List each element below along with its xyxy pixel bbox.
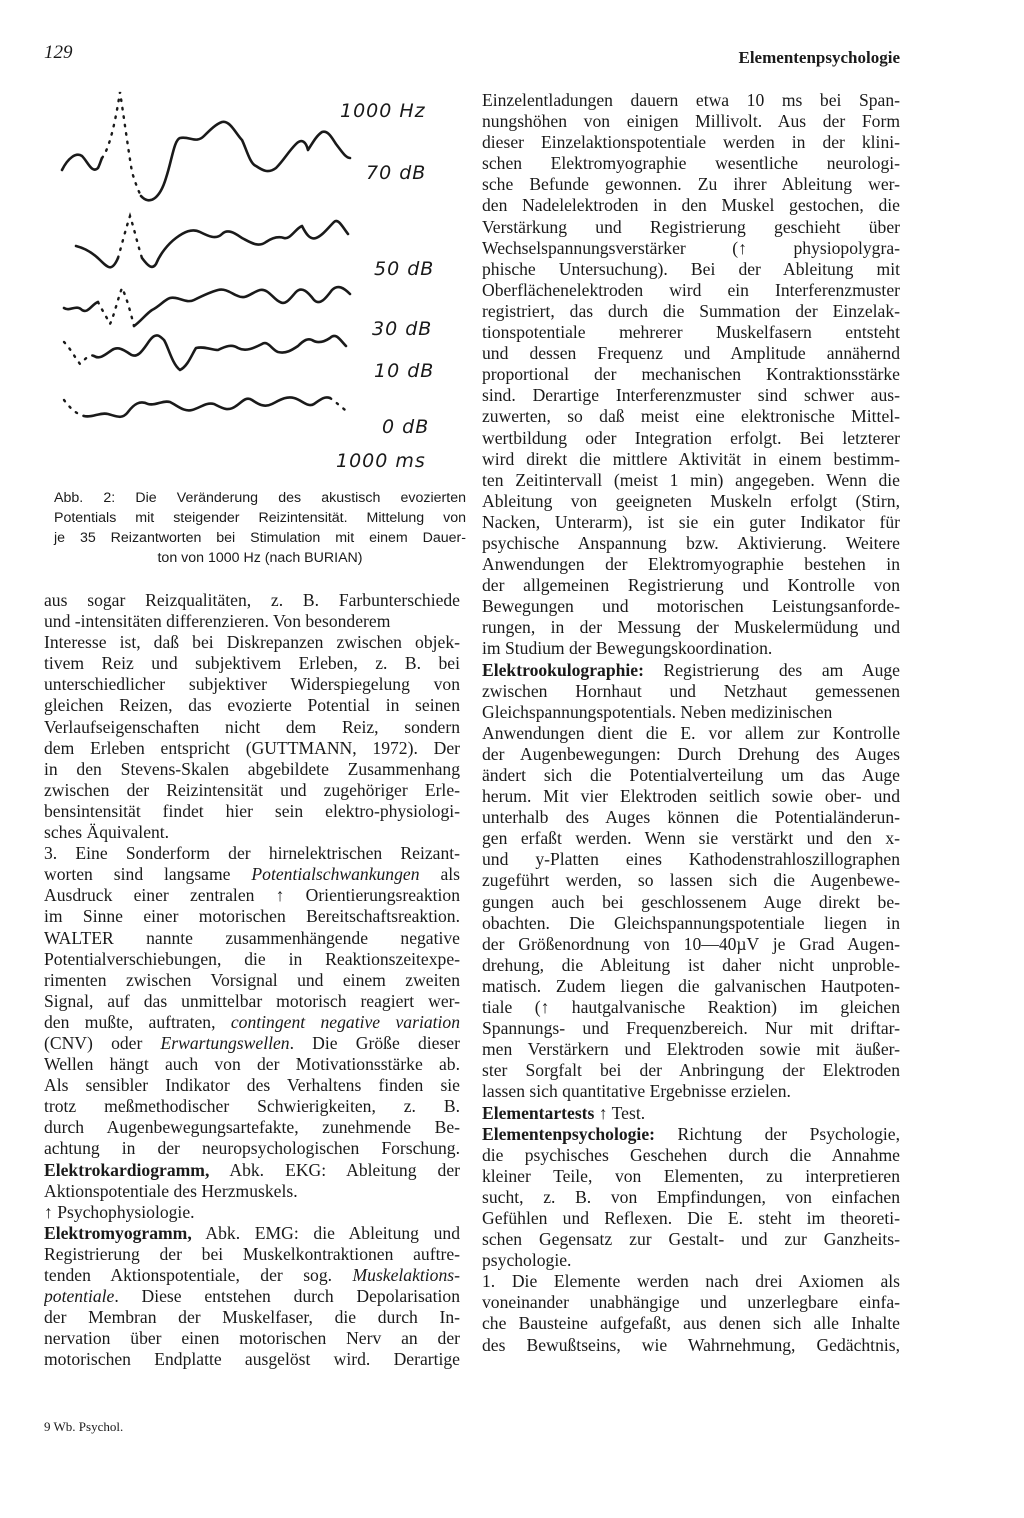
trace-70db-dotted	[102, 92, 141, 196]
label-0db: 0 dB	[382, 416, 430, 438]
text-segment: tenden Aktionspotentiale, der sog.	[44, 1265, 353, 1285]
text-segment: bensintensität findet hier sein elektro-physiologi-	[44, 800, 460, 821]
text-segment: Registrierung des am Auge	[643, 659, 900, 680]
text-segment: drehung, die Ableitung ist daher nicht unproble-	[482, 954, 900, 975]
text-line	[482, 1145, 900, 1166]
running-head: Elementenpsychologie	[738, 48, 900, 67]
text-line	[44, 1265, 460, 1286]
text-line	[482, 596, 900, 617]
text-line	[482, 638, 900, 659]
text-segment: aus sogar Reizqualitäten, z. B. Farbunterschiede	[44, 590, 460, 610]
label-frequency: 1000 Hz	[340, 100, 426, 122]
text-segment: Gefühlen und Reflexen. Die E. steht im theoreti-	[482, 1207, 900, 1228]
text-segment: rimenten zwischen Vorsignal und einem zweiten	[44, 969, 460, 990]
italic-term: Erwartungswellen	[160, 1032, 290, 1053]
text-segment: Ableitung von geeigneten Muskeln erfolgt (Stirn,	[482, 490, 900, 511]
text-line	[44, 653, 460, 674]
text-line	[44, 590, 460, 611]
text-line	[44, 738, 460, 759]
caption-line: Potentials mit steigender Reizintensität. Mittelung von	[54, 510, 466, 526]
text-segment: gen erfaßt werden. Wenn sie verstärkt und den x-	[482, 828, 900, 849]
text-line	[44, 674, 460, 695]
text-line	[482, 1060, 900, 1081]
text-segment: zuwerten, so daß meist eine elektronische Mittel-	[482, 406, 900, 427]
text-line	[44, 906, 460, 927]
text-line	[482, 1229, 900, 1250]
entry-headword: Elektromyogramm,	[44, 1222, 192, 1243]
text-line	[482, 1271, 900, 1292]
text-line	[44, 1286, 460, 1307]
text-segment: sche Befunde gewonnen. Zu ihrer Ableitung wer-	[482, 174, 900, 195]
text-segment: Verstärkung und Registrierung geschieht über	[482, 216, 900, 237]
label-70db: 70 dB	[366, 162, 427, 184]
text-line	[482, 364, 900, 385]
text-line	[44, 632, 460, 653]
text-line	[44, 928, 460, 949]
text-segment: schen Elektromyographie wesentliche neurologi-	[482, 153, 900, 174]
text-line	[482, 807, 900, 828]
text-segment: durch Augenbewegungsartefakte, zunehmende Be-	[44, 1117, 460, 1138]
text-line	[482, 343, 900, 364]
text-segment: kleiner Teile, von Elementen, zu interpretieren	[482, 1165, 900, 1186]
text-segment: Aktionspotentiale des Herzmuskels.	[44, 1180, 298, 1201]
text-segment: den Nadelelektroden in den Muskel gestochen, die	[482, 195, 900, 216]
text-segment: lassen sich quantitative Ergebnisse erzielen.	[482, 1081, 791, 1102]
text-line	[44, 1075, 460, 1096]
footer-signature: 9 Wb. Psychol.	[44, 1419, 124, 1434]
text-segment: Signal, auf das unmittelbar motorisch reagiert wer-	[44, 990, 460, 1011]
text-line	[482, 512, 900, 533]
text-segment: ster Sorgfalt bei der Anbringung der Elektroden	[482, 1060, 900, 1081]
text-line	[44, 1138, 460, 1159]
text-segment: achtung in der neuropsychologischen Forschung.	[44, 1138, 460, 1159]
text-line	[44, 970, 460, 991]
text-segment: wird direkt die mittlere Aktivität in einem bestimm-	[482, 448, 900, 469]
text-segment: men Verstärkern und Elektroden sowie mit äußer-	[482, 1039, 900, 1060]
text-line	[482, 217, 900, 238]
text-line	[482, 1081, 900, 1102]
text-line	[44, 695, 460, 716]
text-line	[44, 864, 460, 885]
text-segment: Nacken, Unterarm), ist sie ein guter Indikator für	[482, 511, 900, 532]
text-line	[44, 1033, 460, 1054]
text-line	[482, 976, 900, 997]
label-time: 1000 ms	[336, 450, 426, 472]
italic-term: contingent negative variation	[230, 1011, 460, 1032]
text-segment: . Diese entstehen durch Depolarisation	[114, 1286, 460, 1307]
text-segment: voneinander unabhängige und unzerlegbare einfa-	[482, 1292, 900, 1313]
text-segment: sucht, z. B. von Empfindungen, von einfachen	[482, 1186, 900, 1207]
text-segment: ↑ Psychophysiologie.	[44, 1201, 195, 1222]
text-line	[44, 1181, 460, 1202]
text-segment: Oberflächenelektroden wird ein Interferenzmuster	[482, 279, 900, 300]
text-line	[44, 885, 460, 906]
text-line	[44, 843, 460, 864]
text-segment: dem Erleben entspricht (GUTTMANN, 1972). Der	[44, 737, 460, 758]
text-segment: rungen, in der Messung der Muskelermüdung und	[482, 617, 900, 638]
text-segment: (CNV) oder	[44, 1032, 161, 1053]
text-line	[482, 554, 900, 575]
text-segment: tiale (↑ hautgalvanische Reaktion) im gleichen	[482, 997, 900, 1018]
text-segment: Verlaufseigenschaften nicht dem Reiz, sondern	[44, 716, 460, 737]
text-line	[44, 801, 460, 822]
text-segment: registriert, das durch die Summation der Einzelak-	[482, 300, 900, 321]
text-line	[482, 765, 900, 786]
trace-50db-dotted	[118, 216, 142, 258]
text-line	[482, 1187, 900, 1208]
text-column-left	[44, 590, 460, 1370]
text-line	[482, 406, 900, 427]
text-line	[44, 780, 460, 801]
trace-50db	[76, 221, 348, 267]
text-segment: Interesse ist, daß bei Diskrepanzen zwischen objek-	[44, 632, 460, 653]
text-segment: und dessen Frequenz und Amplitude annähernd	[482, 343, 900, 364]
text-line	[482, 1166, 900, 1187]
text-segment: 3. Eine Sonderform der hirnelektrischen Reizant-	[44, 843, 460, 864]
text-line	[482, 195, 900, 216]
text-line	[482, 997, 900, 1018]
text-line	[482, 132, 900, 153]
caption-line: je 35 Reizantworten bei Stimulation mit einem Dauer-	[54, 530, 466, 546]
text-segment: schen Gegensatz zur Gestalt- und zur Ganzheits-	[482, 1229, 900, 1250]
text-segment: unterhalb des Auges können die Potentialänderun-	[482, 807, 900, 828]
text-line	[44, 717, 460, 738]
text-segment: Wellen hängt auch von der Motivationsstärke ab.	[44, 1054, 460, 1075]
text-line	[44, 1349, 460, 1370]
text-line	[44, 759, 460, 780]
text-segment: die psychisches Geschehen durch die Annahme	[482, 1144, 900, 1165]
text-line	[482, 491, 900, 512]
text-line	[44, 1012, 460, 1033]
text-column-right	[482, 90, 900, 1356]
text-line	[482, 259, 900, 280]
text-segment: Registrierung der bei Muskelkontraktionen auftre-	[44, 1243, 460, 1264]
caption-line: Abb. 2: Die Veränderung des akustisch evozierten	[54, 490, 466, 506]
text-segment: psychische Anspannung bzw. Aktivierung. Weitere	[482, 532, 900, 553]
text-segment: sches Äquivalent.	[44, 822, 170, 843]
text-line	[482, 153, 900, 174]
text-segment: Als sensibler Indikator des Verhaltens finden sie	[44, 1075, 460, 1096]
text-segment: als	[419, 864, 460, 885]
text-line	[482, 702, 900, 723]
text-line	[482, 870, 900, 891]
text-line	[44, 1160, 460, 1181]
text-line	[482, 723, 900, 744]
text-segment: den mußte, auftraten,	[44, 1011, 231, 1032]
text-segment: im Studium der Bewegungskoordination.	[482, 638, 773, 659]
text-line	[482, 955, 900, 976]
entry-headword: Elementartests	[482, 1102, 595, 1123]
text-segment: phische Untersuchung). Bei der Ableitung mit	[482, 258, 900, 279]
text-line	[482, 1018, 900, 1039]
italic-term: potentiale	[44, 1286, 115, 1307]
text-segment: Abk. EKG: Ableitung der	[209, 1159, 460, 1180]
text-segment: che Bausteine aufgefaßt, aus denen sich alle Inhalte	[482, 1313, 900, 1334]
text-segment: der allgemeinen Registrierung und Kontrolle von	[482, 575, 900, 596]
trace-10db-dotted	[64, 342, 94, 364]
figure-caption	[54, 488, 466, 568]
trace-0db	[84, 397, 330, 416]
text-segment: tivem Reiz und subjektivem Erleben, z. B. bei	[44, 653, 460, 674]
text-line	[44, 1244, 460, 1265]
text-segment: nervation über einen motorischen Nerv an der	[44, 1328, 460, 1349]
entry-headword: Elementenpsychologie:	[482, 1123, 655, 1144]
entry-headword: Elektrookulographie:	[482, 659, 644, 680]
text-line	[44, 949, 460, 970]
trace-0db-tail-dotted	[330, 398, 348, 412]
text-line	[482, 913, 900, 934]
text-segment: psychologie.	[482, 1250, 572, 1271]
text-line	[482, 1292, 900, 1313]
text-segment: Spannungs- und Frequenzbereich. Nur mit driftar-	[482, 1018, 900, 1039]
text-line	[44, 1223, 460, 1244]
text-segment: Richtung der Psychologie,	[655, 1123, 900, 1144]
text-segment: und y-Platten eines Kathodenstrahloszillographen	[482, 849, 900, 870]
text-line	[44, 1096, 460, 1117]
text-segment: des Bewußtseins, wie Wahrnehmung, Gedächtnis,	[482, 1334, 900, 1355]
text-segment: zwischen Hornhaut und Netzhaut gemessenen	[482, 680, 900, 701]
text-line	[482, 1124, 900, 1145]
text-line	[482, 617, 900, 638]
text-segment: dieser Einzelaktionspotentiale werden in der klini-	[482, 132, 900, 153]
trace-30db	[64, 287, 350, 326]
text-segment: und -intensitäten differenzieren. Von besonderem	[44, 611, 391, 632]
text-segment: sind. Derartige Interferenzmuster sind schwer aus-	[482, 385, 900, 406]
text-segment: 1. Die Elemente werden nach drei Axiomen als	[482, 1271, 900, 1292]
text-segment: unterschiedlicher subjektiver Widerspiegelung von	[44, 674, 460, 695]
text-segment: ten Zeitintervall (meist 1 min) angegeben. Wenn die	[482, 469, 900, 490]
text-line	[482, 1039, 900, 1060]
text-segment: herum. Mit vier Elektroden seitlich sowie ober- und	[482, 786, 900, 807]
text-segment: Anwendungen der Elektromyographie bestehen in	[482, 554, 900, 575]
text-line	[44, 1307, 460, 1328]
text-line	[482, 575, 900, 596]
label-50db: 50 dB	[374, 258, 435, 280]
text-segment: obachten. Die Gleichspannungspotentiale liegen in	[482, 912, 900, 933]
text-line	[44, 1117, 460, 1138]
text-line	[482, 1250, 900, 1271]
text-line	[482, 280, 900, 301]
text-line	[482, 470, 900, 491]
text-line	[44, 822, 460, 843]
text-segment: trotz meßmethodischer Schwierigkeiten, z. B.	[44, 1096, 460, 1117]
trace-30db-dotted	[98, 288, 134, 326]
text-line	[44, 991, 460, 1012]
text-line	[482, 828, 900, 849]
text-line	[482, 934, 900, 955]
trace-0db-dotted	[64, 400, 84, 416]
trace-10db	[94, 335, 346, 370]
text-segment: zugeführt werden, so lassen sich die Augenbewe-	[482, 870, 900, 891]
text-segment: zwischen der Reizintensität und zugehöriger Erle-	[44, 779, 460, 800]
text-segment: ↑ Test.	[594, 1102, 646, 1123]
text-segment: Einzelentladungen dauern etwa 10 ms bei Span-	[482, 90, 900, 110]
text-segment: worten sind langsame	[44, 864, 252, 885]
text-line	[482, 533, 900, 554]
text-segment: motorischen Endplatte ausgelöst wird. Derartige	[44, 1349, 460, 1370]
text-segment: der Größenordnung von 10—40µV je Grad Augen-	[482, 933, 900, 954]
text-segment: Ausdruck einer zentralen ↑ Orientierungsreaktion	[44, 885, 460, 906]
text-segment: gleichen Reizen, das evozierte Potential in seinen	[44, 695, 460, 716]
text-line	[482, 322, 900, 343]
text-line	[482, 744, 900, 765]
text-line	[482, 681, 900, 702]
text-segment: Anwendungen dient die E. vor allem zur Kontrolle	[482, 722, 900, 743]
page-number: 129	[44, 42, 73, 63]
entry-headword: Elektrokardiogramm,	[44, 1159, 210, 1180]
text-segment: Potentialverschiebungen, die in Reaktionszeitexpe-	[44, 948, 460, 969]
text-segment: ändert sich die Potentialverteilung um das Auge	[482, 765, 900, 785]
text-segment: proportional der mechanischen Kontraktionsstärke	[482, 364, 900, 385]
text-line	[482, 892, 900, 913]
text-segment: tionspotentiale mehrerer Muskelfasern entsteht	[482, 322, 900, 343]
italic-term: Muskelaktions-	[352, 1265, 460, 1285]
text-line	[44, 611, 460, 632]
text-line	[482, 428, 900, 449]
text-segment: im Sinne einer motorischen Bereitschaftsreaktion.	[44, 906, 460, 927]
text-segment: Bewegungen und motorischen Leistungsanforde-	[482, 596, 900, 617]
text-segment: WALTER nannte zusammenhängende negative	[44, 927, 460, 948]
text-line	[482, 301, 900, 322]
italic-term: Potentialschwankungen	[251, 864, 420, 885]
text-segment: in den Stevens-Skalen abgebildete Zusammenhang	[44, 758, 460, 779]
caption-line: ton von 1000 Hz (nach BURIAN)	[157, 550, 363, 566]
text-line	[44, 1054, 460, 1075]
text-line	[482, 90, 900, 111]
text-line	[44, 1328, 460, 1349]
text-segment: der Membran der Muskelfaser, die durch In-	[44, 1307, 460, 1328]
text-line	[482, 1208, 900, 1229]
text-segment: Abk. EMG: die Ableitung und	[191, 1222, 460, 1243]
text-line	[44, 1202, 460, 1223]
text-line	[482, 660, 900, 681]
text-segment: matisch. Zudem liegen die galvanischen Hautpoten-	[482, 975, 900, 996]
text-line	[482, 111, 900, 132]
text-segment: nungshöhen von einigen Millivolt. Aus der Form	[482, 111, 900, 132]
text-line	[482, 449, 900, 470]
text-line	[482, 1103, 900, 1124]
label-10db: 10 dB	[374, 360, 435, 382]
text-line	[482, 385, 900, 406]
text-segment: gungen auch bei geschlossenem Auge direkt be-	[482, 891, 900, 912]
text-line	[482, 786, 900, 807]
text-line	[482, 849, 900, 870]
text-line	[482, 174, 900, 195]
label-30db: 30 dB	[372, 318, 433, 340]
text-line	[482, 238, 900, 259]
text-segment: der Augenbewegungen: Durch Drehung des Auges	[482, 743, 900, 764]
text-line	[482, 1313, 900, 1334]
text-segment: Gleichspannungspotentials. Neben medizinischen	[482, 701, 833, 722]
text-line	[482, 1335, 900, 1356]
text-segment: Wechselspannungsverstärker (↑ physiopolygra-	[482, 237, 900, 258]
text-segment: wertbildung oder Integration erfolgt. Bei letzterer	[482, 427, 900, 448]
figure-evoked-potentials	[40, 78, 470, 478]
text-segment: . Die Größe dieser	[289, 1032, 460, 1053]
trace-70db	[62, 122, 350, 200]
